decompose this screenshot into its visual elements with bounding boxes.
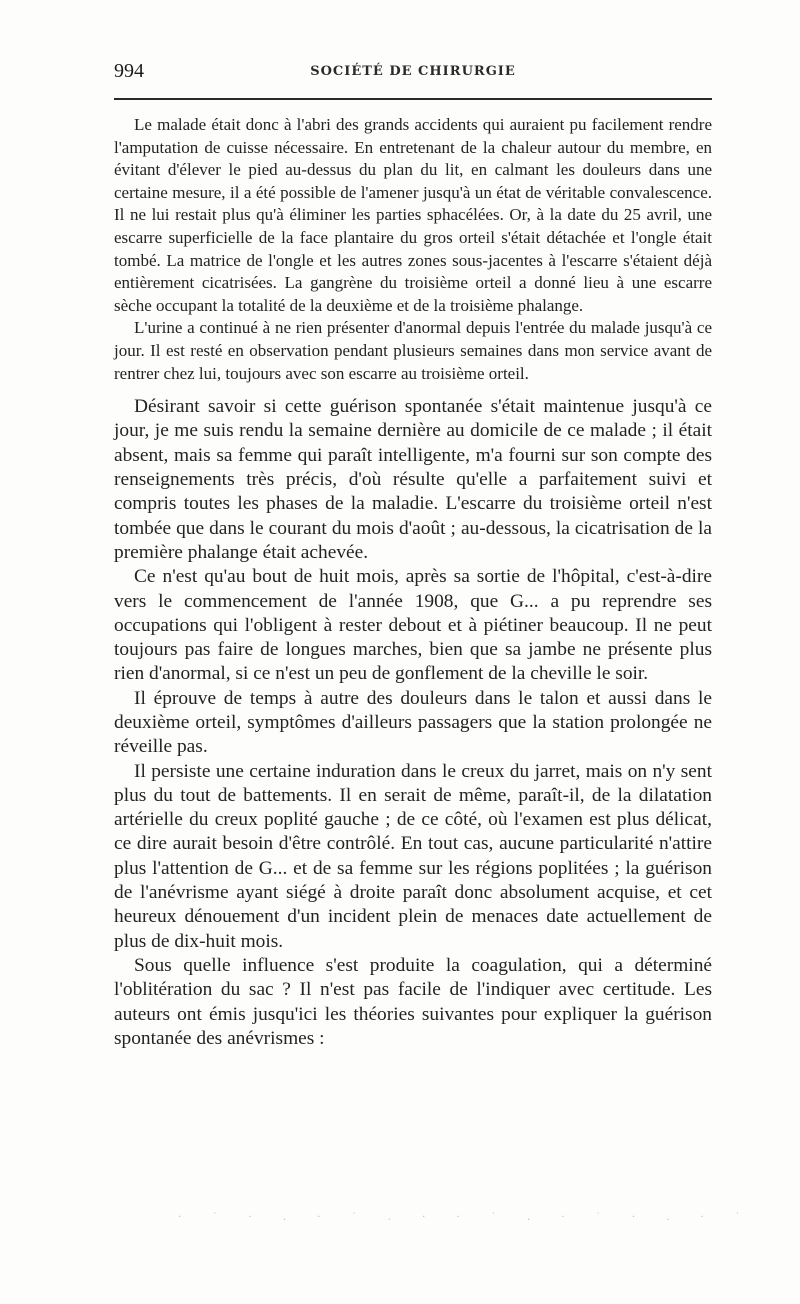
paragraph: Désirant savoir si cette guérison spontanée s'était maintenue jusqu'à ce jour, je me suis rendu la semaine dernière au domicile de ce malade ; il était absent, mais sa femme qui paraît intelligente, m'a fourni sur son compte des renseignements très précis, d'où résulte qu'elle a parfaitement suivi et compris toutes les phases de la maladie. L'escarre du troisième orteil n'est tombée que dans le courant du mois d'août ; au-dessous, la cicatrisation de la première phalange était achevée. — [114, 396, 712, 563]
page-header — [114, 60, 712, 84]
paragraph: Il éprouve de temps à autre des douleurs dans le talon et aussi dans le deuxième orteil, symptômes d'ailleurs passagers que la station prolongée ne réveille pas. — [114, 687, 712, 758]
small-print-section — [114, 114, 712, 385]
paragraph: Le malade était donc à l'abri des grands accidents qui auraient pu facilement rendre l'amputation de cuisse nécessaire. En entretenant de la chaleur autour du membre, en évitant d'élever le pied au-dessus du plan du lit, en calmant les douleurs dans une certaine mesure, il a été possible de l'amener jusqu'à un état de véritable convalescence. Il ne lui restait plus qu'à éliminer les parties sphacélées. Or, à la date du 25 avril, une escarre superficielle de la face plantaire du gros orteil s'était détachée et l'ongle était tombé. La matrice de l'ongle et les autres zones sous-jacentes à l'escarre s'étaient déjà entièrement cicatrisées. La gangrène du troisième orteil a donné lieu à une escarre sèche occupant la totalité de la deuxième et de la troisième phalange. — [114, 115, 712, 315]
paragraph: Il persiste une certaine induration dans le creux du jarret, mais on n'y sent plus du tout de battements. Il en serait de même, paraît-il, de la dilatation artérielle du creux poplité gauche ; de ce côté, où l'examen est plus délicat, ce dire aurait besoin d'être contrôlé. En tout cas, aucune particularité n'attire plus l'attention de G... et de sa femme sur les régions poplitées ; la guérison de l'anévrisme ayant siégé à droite paraît donc absolument acquise, et cet heureux dénouement d'un incident plein de menaces date actuellement de plus de dix-huit mois. — [114, 760, 712, 952]
scan-noise-decoration: · ˙ · . · ˙ . · · ˙ . · ˙ · . · ˙ — [178, 1212, 755, 1223]
paragraph: Ce n'est qu'au bout de huit mois, après sa sortie de l'hôpital, c'est-à-dire vers le commencement de l'année 1908, que G... a pu reprendre ses occupations qui l'obligent à rester debout et à piétiner beaucoup. Il ne peut toujours pas faire de longues marches, bien que sa jambe ne présente plus rien d'anormal, si ce n'est un peu de gonflement de la cheville le soir. — [114, 566, 712, 685]
main-text-section — [114, 395, 712, 1051]
page-number: 994 — [114, 60, 144, 82]
header-rule — [114, 98, 712, 100]
paragraph: Sous quelle influence s'est produite la coagulation, qui a déterminé l'oblitération du sac ? Il n'est pas facile de l'indiquer avec certitude. Les auteurs ont émis jusqu'ici les théories suivantes pour expliquer la guérison spontanée des anévrismes : — [114, 954, 712, 1049]
running-head: SOCIÉTÉ DE CHIRURGIE — [310, 64, 516, 79]
body-text — [114, 114, 712, 1051]
paragraph: L'urine a continué à ne rien présenter d'anormal depuis l'entrée du malade jusqu'à ce jour. Il est resté en observation pendant plusieurs semaines dans mon service avant de rentrer chez lui, toujours avec son escarre au troisième orteil. — [114, 318, 712, 383]
